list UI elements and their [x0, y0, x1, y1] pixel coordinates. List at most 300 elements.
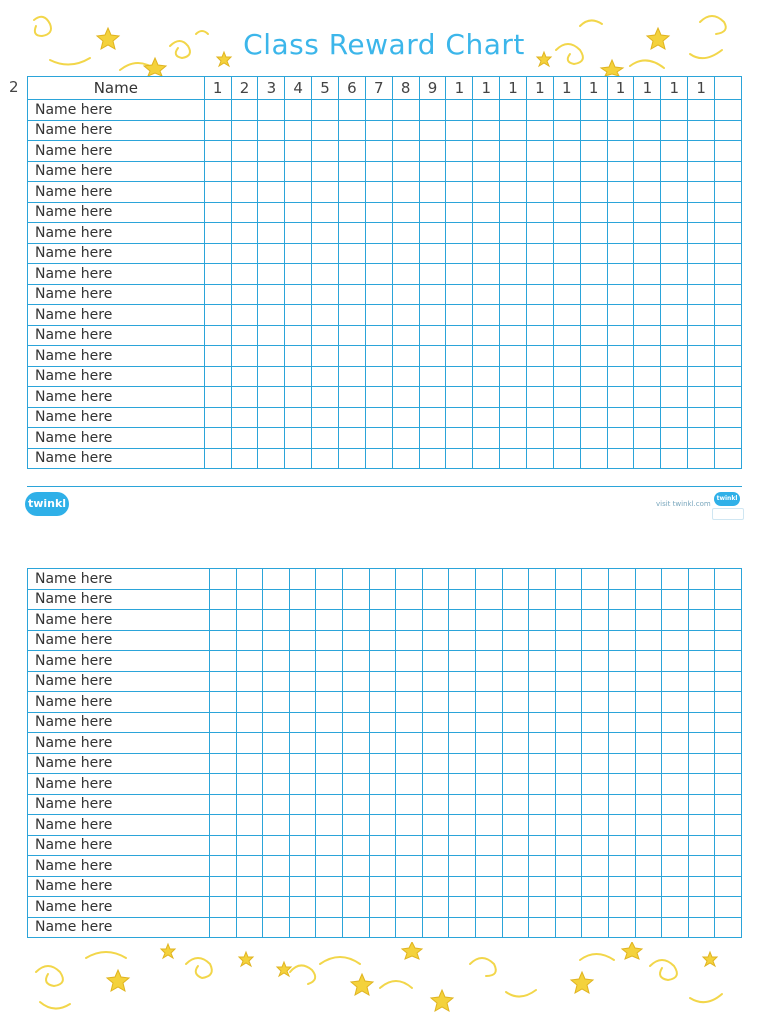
reward-cell[interactable] — [473, 243, 500, 264]
reward-cell[interactable] — [338, 202, 365, 223]
reward-cell[interactable] — [338, 325, 365, 346]
reward-cell[interactable] — [502, 712, 529, 733]
reward-cell[interactable] — [263, 671, 290, 692]
reward-cell[interactable] — [449, 876, 476, 897]
reward-cell[interactable] — [582, 630, 609, 651]
reward-cell[interactable] — [446, 202, 473, 223]
reward-cell[interactable] — [449, 569, 476, 590]
student-name-cell[interactable]: Name here — [28, 651, 210, 672]
student-name-cell[interactable]: Name here — [28, 692, 210, 713]
reward-cell[interactable] — [688, 815, 715, 836]
reward-cell[interactable] — [662, 876, 689, 897]
reward-cell[interactable] — [688, 692, 715, 713]
student-name-cell[interactable]: Name here — [28, 733, 210, 754]
reward-cell[interactable] — [555, 815, 582, 836]
reward-cell[interactable] — [338, 100, 365, 121]
reward-cell[interactable] — [580, 448, 607, 469]
reward-cell[interactable] — [316, 671, 343, 692]
reward-cell[interactable] — [473, 264, 500, 285]
reward-cell[interactable] — [285, 202, 312, 223]
reward-cell[interactable] — [210, 917, 237, 938]
reward-cell[interactable] — [446, 407, 473, 428]
reward-cell[interactable] — [661, 182, 688, 203]
reward-cell[interactable] — [582, 753, 609, 774]
reward-cell[interactable] — [396, 774, 423, 795]
reward-cell[interactable] — [527, 141, 554, 162]
reward-cell[interactable] — [662, 917, 689, 938]
reward-cell[interactable] — [449, 610, 476, 631]
reward-cell[interactable] — [236, 917, 263, 938]
reward-cell[interactable] — [231, 407, 258, 428]
reward-cell[interactable] — [446, 223, 473, 244]
student-name-cell[interactable]: Name here — [28, 161, 205, 182]
reward-cell[interactable] — [236, 815, 263, 836]
reward-cell[interactable] — [500, 346, 527, 367]
reward-cell[interactable] — [338, 346, 365, 367]
reward-cell[interactable] — [555, 774, 582, 795]
reward-cell[interactable] — [396, 733, 423, 754]
reward-cell[interactable] — [688, 630, 715, 651]
reward-cell[interactable] — [396, 610, 423, 631]
reward-cell[interactable] — [502, 794, 529, 815]
reward-cell[interactable] — [476, 651, 503, 672]
reward-cell[interactable] — [553, 243, 580, 264]
reward-cell[interactable] — [634, 448, 661, 469]
reward-cell[interactable] — [580, 100, 607, 121]
reward-cell[interactable] — [204, 120, 231, 141]
reward-cell[interactable] — [582, 712, 609, 733]
reward-cell[interactable] — [661, 325, 688, 346]
reward-cell[interactable] — [553, 305, 580, 326]
reward-cell[interactable] — [285, 100, 312, 121]
reward-cell[interactable] — [369, 917, 396, 938]
reward-cell[interactable] — [446, 366, 473, 387]
reward-cell[interactable] — [661, 202, 688, 223]
reward-cell[interactable] — [580, 141, 607, 162]
reward-cell[interactable] — [369, 589, 396, 610]
reward-cell[interactable] — [316, 733, 343, 754]
reward-cell[interactable] — [392, 387, 419, 408]
reward-cell[interactable] — [715, 733, 742, 754]
reward-cell[interactable] — [258, 305, 285, 326]
reward-cell[interactable] — [608, 897, 635, 918]
reward-cell[interactable] — [419, 366, 446, 387]
reward-cell[interactable] — [529, 733, 556, 754]
reward-cell[interactable] — [343, 794, 370, 815]
reward-cell[interactable] — [343, 876, 370, 897]
reward-cell[interactable] — [263, 589, 290, 610]
reward-cell[interactable] — [555, 630, 582, 651]
reward-cell[interactable] — [419, 428, 446, 449]
reward-cell[interactable] — [369, 876, 396, 897]
reward-cell[interactable] — [635, 917, 662, 938]
reward-cell[interactable] — [635, 569, 662, 590]
reward-cell[interactable] — [476, 753, 503, 774]
reward-cell[interactable] — [285, 346, 312, 367]
reward-cell[interactable] — [289, 856, 316, 877]
reward-cell[interactable] — [715, 569, 742, 590]
reward-cell[interactable] — [419, 100, 446, 121]
reward-cell[interactable] — [688, 428, 715, 449]
reward-cell[interactable] — [312, 202, 339, 223]
reward-cell[interactable] — [338, 223, 365, 244]
reward-cell[interactable] — [473, 284, 500, 305]
reward-cell[interactable] — [688, 569, 715, 590]
reward-cell[interactable] — [502, 835, 529, 856]
reward-cell[interactable] — [343, 712, 370, 733]
reward-cell[interactable] — [527, 182, 554, 203]
reward-cell[interactable] — [607, 243, 634, 264]
reward-cell[interactable] — [555, 692, 582, 713]
reward-cell[interactable] — [582, 610, 609, 631]
reward-cell[interactable] — [422, 692, 449, 713]
reward-cell[interactable] — [662, 671, 689, 692]
reward-cell[interactable] — [392, 182, 419, 203]
reward-cell[interactable] — [634, 428, 661, 449]
reward-cell[interactable] — [688, 589, 715, 610]
reward-cell[interactable] — [422, 917, 449, 938]
reward-cell[interactable] — [476, 671, 503, 692]
reward-cell[interactable] — [236, 671, 263, 692]
reward-cell[interactable] — [231, 120, 258, 141]
reward-cell[interactable] — [688, 774, 715, 795]
reward-cell[interactable] — [422, 610, 449, 631]
reward-cell[interactable] — [338, 120, 365, 141]
reward-cell[interactable] — [422, 815, 449, 836]
reward-cell[interactable] — [365, 284, 392, 305]
reward-cell[interactable] — [446, 120, 473, 141]
reward-cell[interactable] — [635, 753, 662, 774]
reward-cell[interactable] — [661, 305, 688, 326]
reward-cell[interactable] — [634, 202, 661, 223]
reward-cell[interactable] — [446, 325, 473, 346]
reward-cell[interactable] — [312, 100, 339, 121]
reward-cell[interactable] — [365, 243, 392, 264]
student-name-cell[interactable]: Name here — [28, 774, 210, 795]
reward-cell[interactable] — [553, 182, 580, 203]
student-name-cell[interactable]: Name here — [28, 243, 205, 264]
reward-cell[interactable] — [635, 856, 662, 877]
reward-cell[interactable] — [555, 876, 582, 897]
reward-cell[interactable] — [231, 284, 258, 305]
reward-cell[interactable] — [476, 733, 503, 754]
reward-cell[interactable] — [285, 325, 312, 346]
reward-cell[interactable] — [715, 835, 742, 856]
reward-cell[interactable] — [608, 835, 635, 856]
reward-cell[interactable] — [316, 589, 343, 610]
reward-cell[interactable] — [263, 630, 290, 651]
reward-cell[interactable] — [258, 428, 285, 449]
reward-cell[interactable] — [473, 100, 500, 121]
reward-cell[interactable] — [582, 794, 609, 815]
reward-cell[interactable] — [258, 223, 285, 244]
reward-cell[interactable] — [258, 100, 285, 121]
reward-cell[interactable] — [449, 856, 476, 877]
reward-cell[interactable] — [553, 141, 580, 162]
reward-cell[interactable] — [338, 407, 365, 428]
reward-cell[interactable] — [369, 897, 396, 918]
reward-cell[interactable] — [500, 284, 527, 305]
reward-cell[interactable] — [634, 161, 661, 182]
reward-cell[interactable] — [635, 876, 662, 897]
reward-cell[interactable] — [231, 223, 258, 244]
reward-cell[interactable] — [580, 182, 607, 203]
reward-cell[interactable] — [392, 161, 419, 182]
reward-cell[interactable] — [289, 733, 316, 754]
reward-cell[interactable] — [258, 120, 285, 141]
reward-cell[interactable] — [527, 243, 554, 264]
reward-cell[interactable] — [527, 428, 554, 449]
reward-cell[interactable] — [285, 182, 312, 203]
reward-cell[interactable] — [210, 712, 237, 733]
reward-cell[interactable] — [392, 366, 419, 387]
student-name-cell[interactable]: Name here — [28, 876, 210, 897]
reward-cell[interactable] — [553, 407, 580, 428]
reward-cell[interactable] — [392, 346, 419, 367]
reward-cell[interactable] — [500, 325, 527, 346]
reward-cell[interactable] — [473, 305, 500, 326]
reward-cell[interactable] — [338, 182, 365, 203]
reward-cell[interactable] — [553, 120, 580, 141]
reward-cell[interactable] — [446, 243, 473, 264]
reward-cell[interactable] — [312, 182, 339, 203]
reward-cell[interactable] — [204, 141, 231, 162]
reward-cell[interactable] — [688, 141, 715, 162]
reward-cell[interactable] — [396, 815, 423, 836]
reward-cell[interactable] — [529, 569, 556, 590]
reward-cell[interactable] — [419, 120, 446, 141]
reward-cell[interactable] — [473, 120, 500, 141]
reward-cell[interactable] — [422, 569, 449, 590]
reward-cell[interactable] — [263, 774, 290, 795]
reward-cell[interactable] — [476, 630, 503, 651]
reward-cell[interactable] — [446, 428, 473, 449]
reward-cell[interactable] — [210, 651, 237, 672]
reward-cell[interactable] — [608, 917, 635, 938]
reward-cell[interactable] — [236, 876, 263, 897]
reward-cell[interactable] — [476, 774, 503, 795]
reward-cell[interactable] — [608, 733, 635, 754]
student-name-cell[interactable]: Name here — [28, 264, 205, 285]
reward-cell[interactable] — [607, 100, 634, 121]
reward-cell[interactable] — [258, 243, 285, 264]
reward-cell[interactable] — [608, 610, 635, 631]
reward-cell[interactable] — [476, 569, 503, 590]
reward-cell[interactable] — [635, 774, 662, 795]
reward-cell[interactable] — [662, 835, 689, 856]
reward-cell[interactable] — [449, 733, 476, 754]
reward-cell[interactable] — [285, 120, 312, 141]
reward-cell[interactable] — [715, 630, 742, 651]
reward-cell[interactable] — [422, 835, 449, 856]
reward-cell[interactable] — [715, 917, 742, 938]
reward-cell[interactable] — [422, 630, 449, 651]
reward-cell[interactable] — [312, 243, 339, 264]
reward-cell[interactable] — [476, 835, 503, 856]
reward-cell[interactable] — [662, 692, 689, 713]
reward-cell[interactable] — [529, 856, 556, 877]
reward-cell[interactable] — [204, 202, 231, 223]
reward-cell[interactable] — [529, 610, 556, 631]
reward-cell[interactable] — [449, 835, 476, 856]
reward-cell[interactable] — [422, 733, 449, 754]
reward-cell[interactable] — [343, 897, 370, 918]
reward-cell[interactable] — [338, 448, 365, 469]
reward-cell[interactable] — [688, 100, 715, 121]
reward-cell[interactable] — [204, 182, 231, 203]
reward-cell[interactable] — [365, 182, 392, 203]
reward-cell[interactable] — [392, 202, 419, 223]
reward-cell[interactable] — [607, 202, 634, 223]
reward-cell[interactable] — [688, 733, 715, 754]
reward-cell[interactable] — [555, 753, 582, 774]
reward-cell[interactable] — [634, 141, 661, 162]
reward-cell[interactable] — [285, 387, 312, 408]
reward-cell[interactable] — [422, 856, 449, 877]
reward-cell[interactable] — [369, 733, 396, 754]
student-name-cell[interactable]: Name here — [28, 223, 205, 244]
reward-cell[interactable] — [285, 448, 312, 469]
reward-cell[interactable] — [607, 387, 634, 408]
reward-cell[interactable] — [365, 141, 392, 162]
reward-cell[interactable] — [580, 161, 607, 182]
reward-cell[interactable] — [608, 671, 635, 692]
reward-cell[interactable] — [312, 428, 339, 449]
reward-cell[interactable] — [473, 366, 500, 387]
reward-cell[interactable] — [263, 610, 290, 631]
reward-cell[interactable] — [369, 856, 396, 877]
reward-cell[interactable] — [688, 671, 715, 692]
reward-cell[interactable] — [635, 610, 662, 631]
reward-cell[interactable] — [365, 223, 392, 244]
reward-cell[interactable] — [529, 897, 556, 918]
reward-cell[interactable] — [715, 346, 742, 367]
reward-cell[interactable] — [369, 753, 396, 774]
reward-cell[interactable] — [419, 284, 446, 305]
reward-cell[interactable] — [476, 917, 503, 938]
reward-cell[interactable] — [210, 774, 237, 795]
reward-cell[interactable] — [204, 223, 231, 244]
reward-cell[interactable] — [419, 223, 446, 244]
reward-cell[interactable] — [580, 305, 607, 326]
reward-cell[interactable] — [289, 753, 316, 774]
reward-cell[interactable] — [635, 589, 662, 610]
reward-cell[interactable] — [285, 284, 312, 305]
reward-cell[interactable] — [661, 387, 688, 408]
reward-cell[interactable] — [210, 835, 237, 856]
reward-cell[interactable] — [263, 692, 290, 713]
reward-cell[interactable] — [289, 794, 316, 815]
reward-cell[interactable] — [446, 284, 473, 305]
reward-cell[interactable] — [289, 835, 316, 856]
reward-cell[interactable] — [608, 815, 635, 836]
reward-cell[interactable] — [316, 876, 343, 897]
reward-cell[interactable] — [500, 448, 527, 469]
reward-cell[interactable] — [582, 569, 609, 590]
reward-cell[interactable] — [662, 589, 689, 610]
reward-cell[interactable] — [502, 671, 529, 692]
reward-cell[interactable] — [473, 141, 500, 162]
reward-cell[interactable] — [634, 325, 661, 346]
reward-cell[interactable] — [476, 610, 503, 631]
reward-cell[interactable] — [608, 630, 635, 651]
reward-cell[interactable] — [338, 428, 365, 449]
reward-cell[interactable] — [422, 774, 449, 795]
reward-cell[interactable] — [316, 610, 343, 631]
reward-cell[interactable] — [449, 712, 476, 733]
reward-cell[interactable] — [236, 651, 263, 672]
reward-cell[interactable] — [661, 161, 688, 182]
reward-cell[interactable] — [715, 223, 742, 244]
reward-cell[interactable] — [529, 876, 556, 897]
reward-cell[interactable] — [500, 264, 527, 285]
reward-cell[interactable] — [236, 733, 263, 754]
reward-cell[interactable] — [396, 671, 423, 692]
reward-cell[interactable] — [662, 630, 689, 651]
reward-cell[interactable] — [500, 366, 527, 387]
reward-cell[interactable] — [476, 692, 503, 713]
reward-cell[interactable] — [419, 202, 446, 223]
reward-cell[interactable] — [289, 917, 316, 938]
reward-cell[interactable] — [204, 264, 231, 285]
reward-cell[interactable] — [582, 671, 609, 692]
reward-cell[interactable] — [419, 448, 446, 469]
reward-cell[interactable] — [343, 610, 370, 631]
reward-cell[interactable] — [688, 897, 715, 918]
reward-cell[interactable] — [555, 897, 582, 918]
reward-cell[interactable] — [502, 692, 529, 713]
reward-cell[interactable] — [715, 182, 742, 203]
reward-cell[interactable] — [369, 569, 396, 590]
reward-cell[interactable] — [369, 692, 396, 713]
reward-cell[interactable] — [688, 753, 715, 774]
reward-cell[interactable] — [502, 774, 529, 795]
reward-cell[interactable] — [449, 671, 476, 692]
reward-cell[interactable] — [236, 856, 263, 877]
reward-cell[interactable] — [396, 794, 423, 815]
reward-cell[interactable] — [688, 243, 715, 264]
reward-cell[interactable] — [715, 407, 742, 428]
reward-cell[interactable] — [343, 856, 370, 877]
reward-cell[interactable] — [608, 856, 635, 877]
reward-cell[interactable] — [258, 161, 285, 182]
reward-cell[interactable] — [607, 428, 634, 449]
reward-cell[interactable] — [473, 325, 500, 346]
reward-cell[interactable] — [634, 346, 661, 367]
reward-cell[interactable] — [500, 202, 527, 223]
reward-cell[interactable] — [419, 407, 446, 428]
reward-cell[interactable] — [285, 366, 312, 387]
reward-cell[interactable] — [527, 284, 554, 305]
reward-cell[interactable] — [580, 284, 607, 305]
reward-cell[interactable] — [369, 671, 396, 692]
reward-cell[interactable] — [715, 856, 742, 877]
reward-cell[interactable] — [688, 284, 715, 305]
reward-cell[interactable] — [608, 712, 635, 733]
reward-cell[interactable] — [553, 100, 580, 121]
reward-cell[interactable] — [285, 161, 312, 182]
reward-cell[interactable] — [502, 630, 529, 651]
reward-cell[interactable] — [210, 569, 237, 590]
reward-cell[interactable] — [476, 856, 503, 877]
reward-cell[interactable] — [422, 651, 449, 672]
reward-cell[interactable] — [527, 264, 554, 285]
reward-cell[interactable] — [580, 325, 607, 346]
reward-cell[interactable] — [476, 897, 503, 918]
reward-cell[interactable] — [231, 264, 258, 285]
reward-cell[interactable] — [231, 243, 258, 264]
reward-cell[interactable] — [688, 651, 715, 672]
